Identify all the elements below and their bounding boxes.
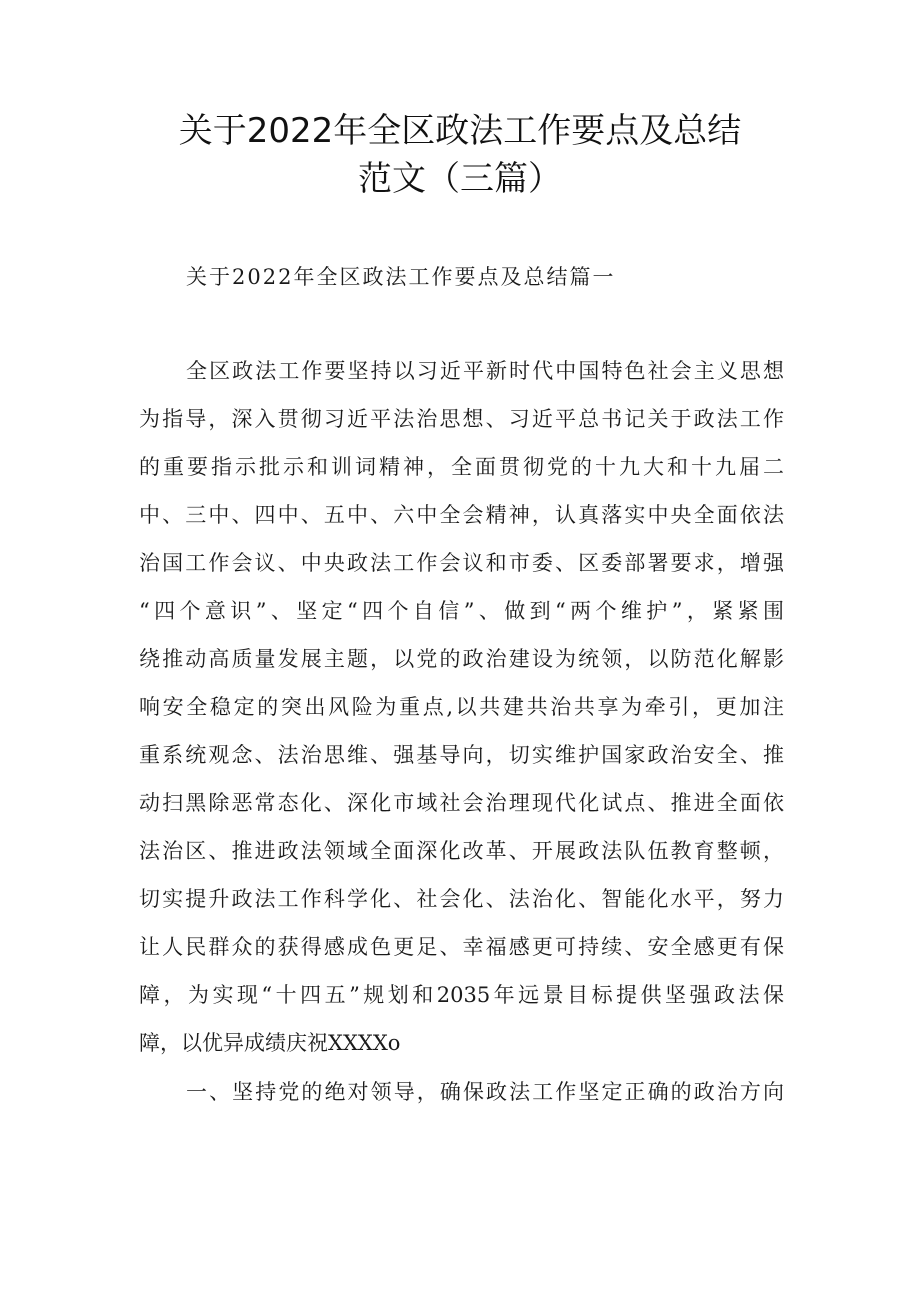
section-heading: 一、坚持党的绝对领导，确保政法工作坚定正确的政治方向 xyxy=(186,1080,784,1104)
paragraph-line: 法治区、推进政法领域全面深化改革、开展政法队伍教育整顿， xyxy=(139,839,784,863)
paragraph-line: “四个意识”、坚定“四个自信”、做到“两个维护”，紧紧围 xyxy=(139,599,784,623)
paragraph-line: 中、三中、四中、五中、六中全会精神，认真落实中央全面依法 xyxy=(139,503,784,527)
paragraph-line: 让人民群众的获得感成色更足、幸福感更可持续、安全感更有保 xyxy=(139,935,784,959)
document-title-line-1: 关于2022年全区政法工作要点及总结 xyxy=(178,111,742,151)
paragraph-line: 障，以优异成绩庆祝XXXXo xyxy=(139,1031,401,1055)
paragraph-line: 障，为实现“十四五”规划和2035年远景目标提供坚强政法保 xyxy=(139,983,784,1007)
section-subtitle: 关于2022年全区政法工作要点及总结篇一 xyxy=(186,265,616,289)
paragraph-line: 的重要指示批示和训词精神，全面贯彻党的十九大和十九届二 xyxy=(139,455,784,479)
paragraph-line: 全区政法工作要坚持以习近平新时代中国特色社会主义思想 xyxy=(186,359,784,383)
paragraph-line: 响安全稳定的突出风险为重点,以共建共治共享为牵引，更加注 xyxy=(139,695,784,719)
paragraph-line: 治国工作会议、中央政法工作会议和市委、区委部署要求，增强 xyxy=(139,551,784,575)
document-title-line-2: 范文（三篇） xyxy=(358,159,562,199)
paragraph-line: 绕推动高质量发展主题，以党的政治建设为统领，以防范化解影 xyxy=(139,647,784,671)
paragraph-line: 为指导，深入贯彻习近平法治思想、习近平总书记关于政法工作 xyxy=(139,407,784,431)
paragraph-line: 重系统观念、法治思维、强基导向，切实维护国家政治安全、推 xyxy=(139,743,784,767)
paragraph-line: 切实提升政法工作科学化、社会化、法治化、智能化水平，努力 xyxy=(139,887,784,911)
paragraph-line: 动扫黑除恶常态化、深化市域社会治理现代化试点、推进全面依 xyxy=(139,791,784,815)
